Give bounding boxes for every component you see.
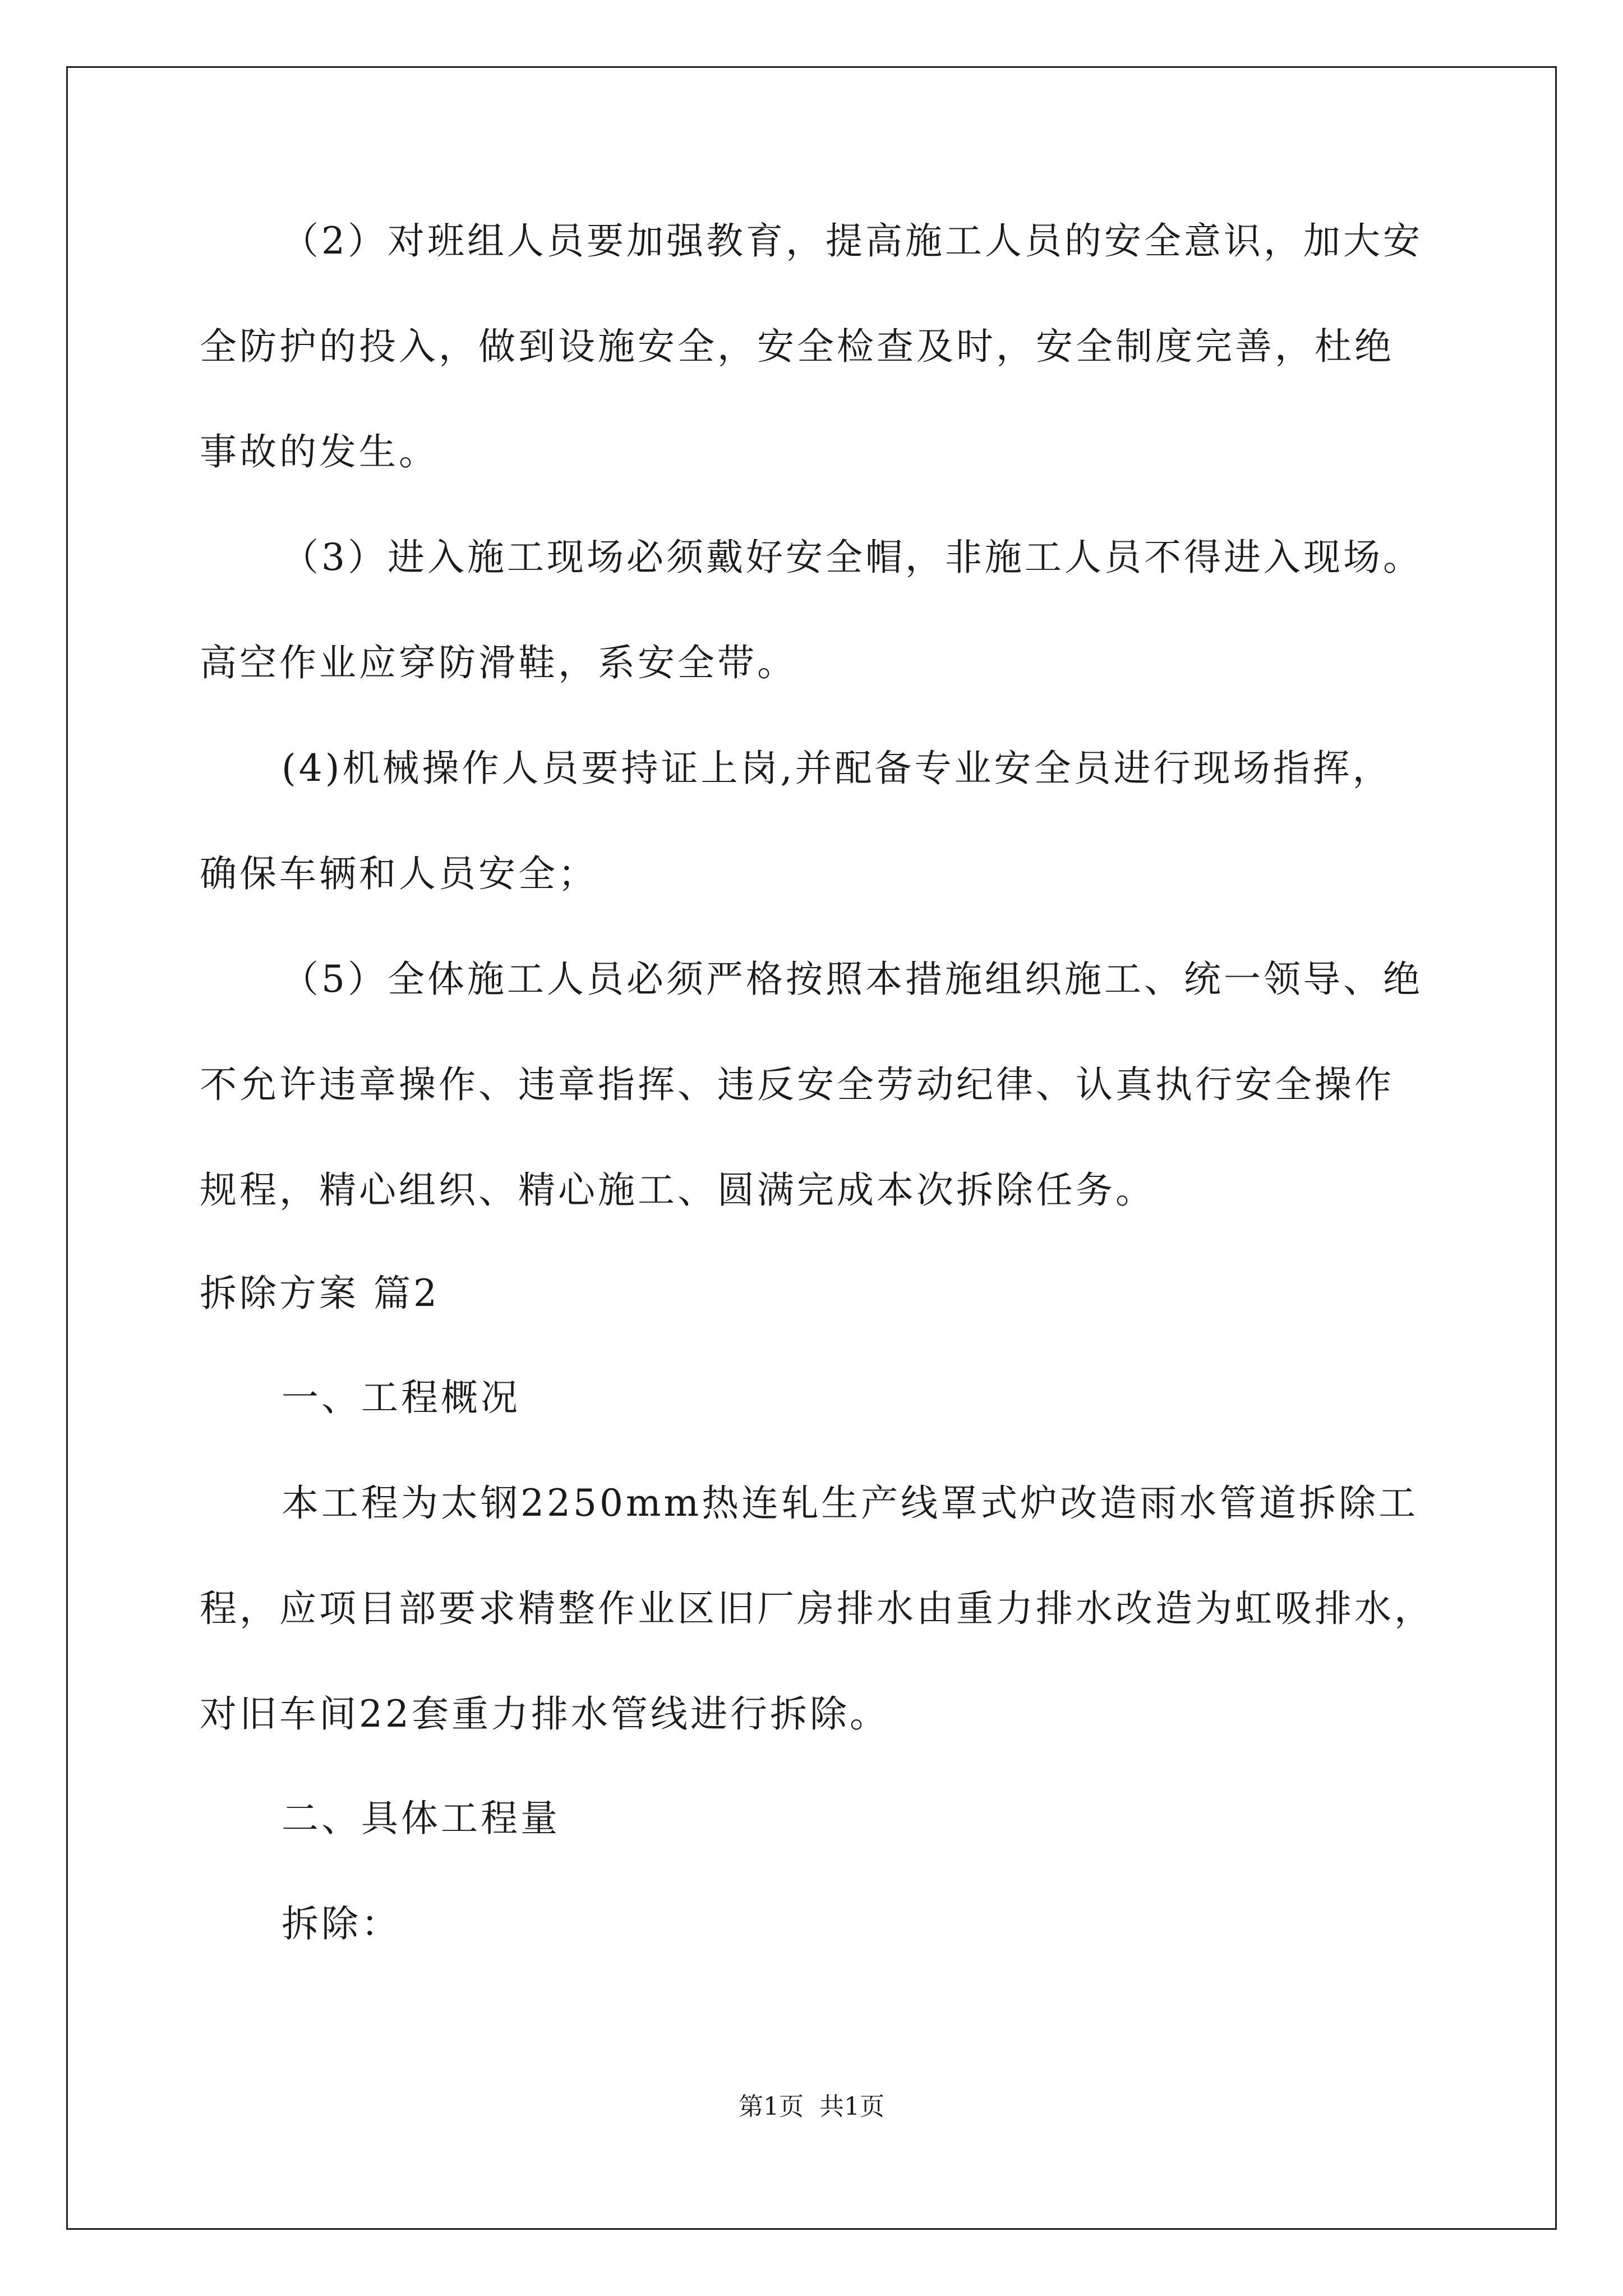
paragraph-line: 本工程为太钢2250mm热连轧生产线罩式炉改造雨水管道拆除工 (282, 1481, 1419, 1525)
subsection-heading: 二、具体工程量 (282, 1797, 560, 1840)
paragraph-line: （2）对班组人员要加强教育，提高施工人员的安全意识，加大安 (282, 219, 1423, 263)
paragraph-line: 事故的发生。 (200, 430, 439, 473)
paragraph-line: 不允许违章操作、违章指挥、违反安全劳动纪律、认真执行安全操作 (200, 1063, 1394, 1106)
subsection-heading: 一、工程概况 (282, 1376, 520, 1419)
page-number-footer: 第1页 共1页 (739, 2092, 884, 2121)
paragraph-line: 确保车辆和人员安全； (200, 852, 598, 895)
paragraph-line: 高空作业应穿防滑鞋，系安全带。 (200, 641, 797, 684)
paragraph-line: 规程，精心组织、精心施工、圆满完成本次拆除任务。 (200, 1168, 1155, 1212)
paragraph-line: （3）进入施工现场必须戴好安全帽，非施工人员不得进入现场。 (282, 536, 1423, 579)
paragraph-line: （5）全体施工人员必须严格按照本措施组织施工、统一领导、绝 (282, 958, 1423, 1001)
paragraph-line: 对旧车间22套重力排水管线进行拆除。 (200, 1692, 889, 1736)
paragraph-line: 拆除： (282, 1902, 401, 1945)
paragraph-line: 程，应项目部要求精整作业区旧厂房排水由重力排水改造为虹吸排水， (200, 1587, 1434, 1630)
paragraph-line: 全防护的投入，做到设施安全，安全检查及时，安全制度完善，杜绝 (200, 325, 1394, 368)
paragraph-line: (4)机械操作人员要持证上岗,并配备专业安全员进行现场指挥， (282, 747, 1393, 790)
section-heading: 拆除方案 篇2 (200, 1272, 440, 1315)
